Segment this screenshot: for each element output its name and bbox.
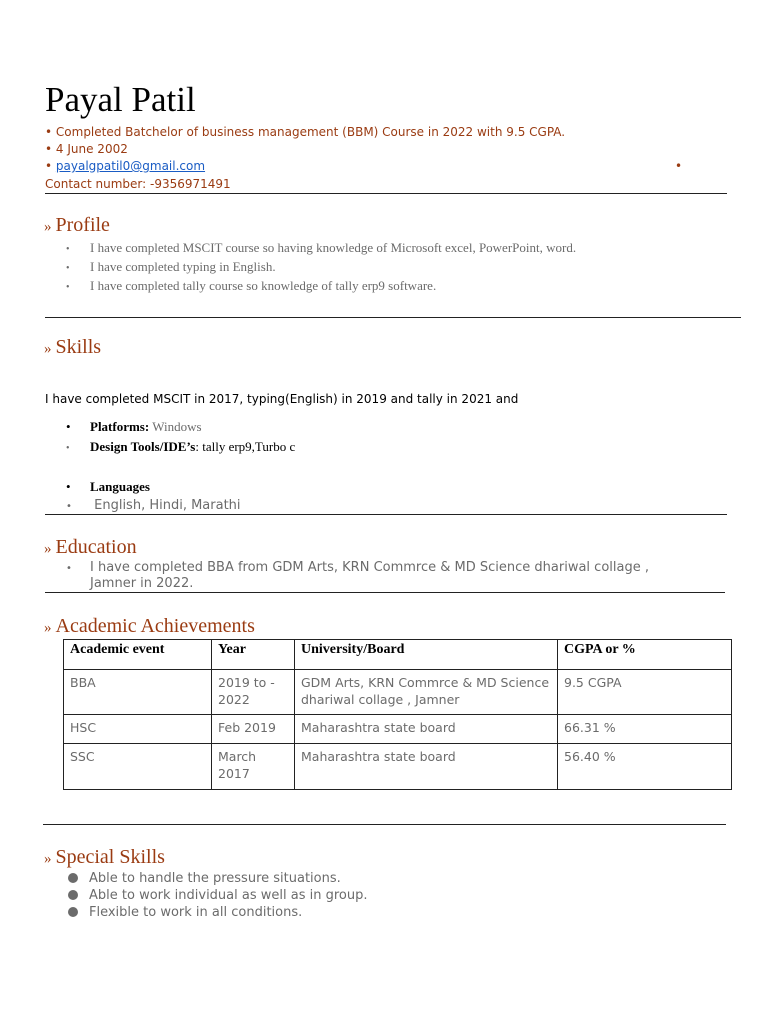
- bullet-circle-icon: [68, 890, 78, 900]
- column-header: Year: [212, 640, 295, 670]
- bullet: •: [45, 142, 53, 156]
- skills-intro: I have completed MSCIT in 2017, typing(English) in 2019 and tally in 2021 and: [45, 392, 519, 406]
- column-header: CGPA or %: [558, 640, 732, 670]
- skill-languages: • Languages: [66, 479, 150, 494]
- table-row: [64, 744, 732, 790]
- skill-design-tools: • Design Tools/IDE’s: tally erp9,Turbo c: [66, 439, 296, 454]
- achievements-table: [63, 639, 732, 790]
- table-row: [64, 670, 732, 715]
- info-line-email: [45, 158, 205, 174]
- stray-bullet: •: [675, 159, 683, 173]
- bullet: •: [45, 125, 53, 139]
- divider: [45, 193, 727, 194]
- section-heading-profile: » Profile: [44, 214, 110, 236]
- bullet-circle-icon: [68, 873, 78, 883]
- divider: [45, 317, 741, 318]
- table-cell: BBA: [64, 670, 212, 715]
- column-header: Academic event: [64, 640, 212, 670]
- section-heading-education: » Education: [44, 536, 137, 558]
- table-cell: Feb 2019: [212, 715, 295, 744]
- table-cell: HSC: [64, 715, 212, 744]
- section-heading-achievements: » Academic Achievements: [44, 615, 255, 637]
- column-header: University/Board: [295, 640, 558, 670]
- table-cell: March 2017: [212, 744, 295, 790]
- list-item: • I have completed tally course so knowledge of tally erp9 software.: [66, 278, 437, 293]
- table-header-row: [64, 640, 732, 670]
- table-cell: GDM Arts, KRN Commrce & MD Science dhariwal collage , Jamner: [295, 670, 558, 715]
- info-line-dob: • 4 June 2002: [45, 142, 128, 156]
- list-item: • I have completed MSCIT course so having knowledge of Microsoft excel, PowerPoint, word.: [66, 240, 577, 255]
- divider: [45, 514, 727, 515]
- list-item: Flexible to work in all conditions.: [68, 904, 302, 921]
- table-cell: 56.40 %: [558, 744, 732, 790]
- resume-name: Payal Patil: [45, 80, 196, 119]
- section-heading-special-skills: » Special Skills: [44, 846, 165, 868]
- info-line-degree: • Completed Batchelor of business management (BBM) Course in 2022 with 9.5 CGPA.: [45, 125, 566, 139]
- section-heading-skills: » Skills: [44, 336, 102, 358]
- table-cell: 9.5 CGPA: [558, 670, 732, 715]
- table-cell: SSC: [64, 744, 212, 790]
- list-item: • I have completed typing in English.: [66, 259, 276, 274]
- education-line: • I have completed BBA from GDM Arts, KRN Commrce & MD Science dhariwal collage ,: [66, 560, 649, 575]
- contact-number: Contact number: -9356971491: [45, 177, 231, 191]
- divider: [45, 592, 725, 593]
- skill-platforms: • Platforms: Windows: [66, 419, 202, 434]
- list-item: Able to handle the pressure situations.: [68, 870, 341, 887]
- list-item: Able to work individual as well as in group.: [68, 887, 367, 904]
- bullet-circle-icon: [68, 907, 78, 917]
- skill-languages-value: • English, Hindi, Marathi: [66, 498, 241, 513]
- email-link[interactable]: payalgpatil0@gmail.com: [55, 159, 206, 173]
- education-line-cont: Jamner in 2022.: [90, 576, 194, 591]
- bullet: •: [45, 159, 53, 173]
- table-cell: 2019 to - 2022: [212, 670, 295, 715]
- table-row: [64, 715, 732, 744]
- table-cell: 66.31 %: [558, 715, 732, 744]
- table-cell: Maharashtra state board: [295, 715, 558, 744]
- table-cell: Maharashtra state board: [295, 744, 558, 790]
- divider: [43, 824, 726, 825]
